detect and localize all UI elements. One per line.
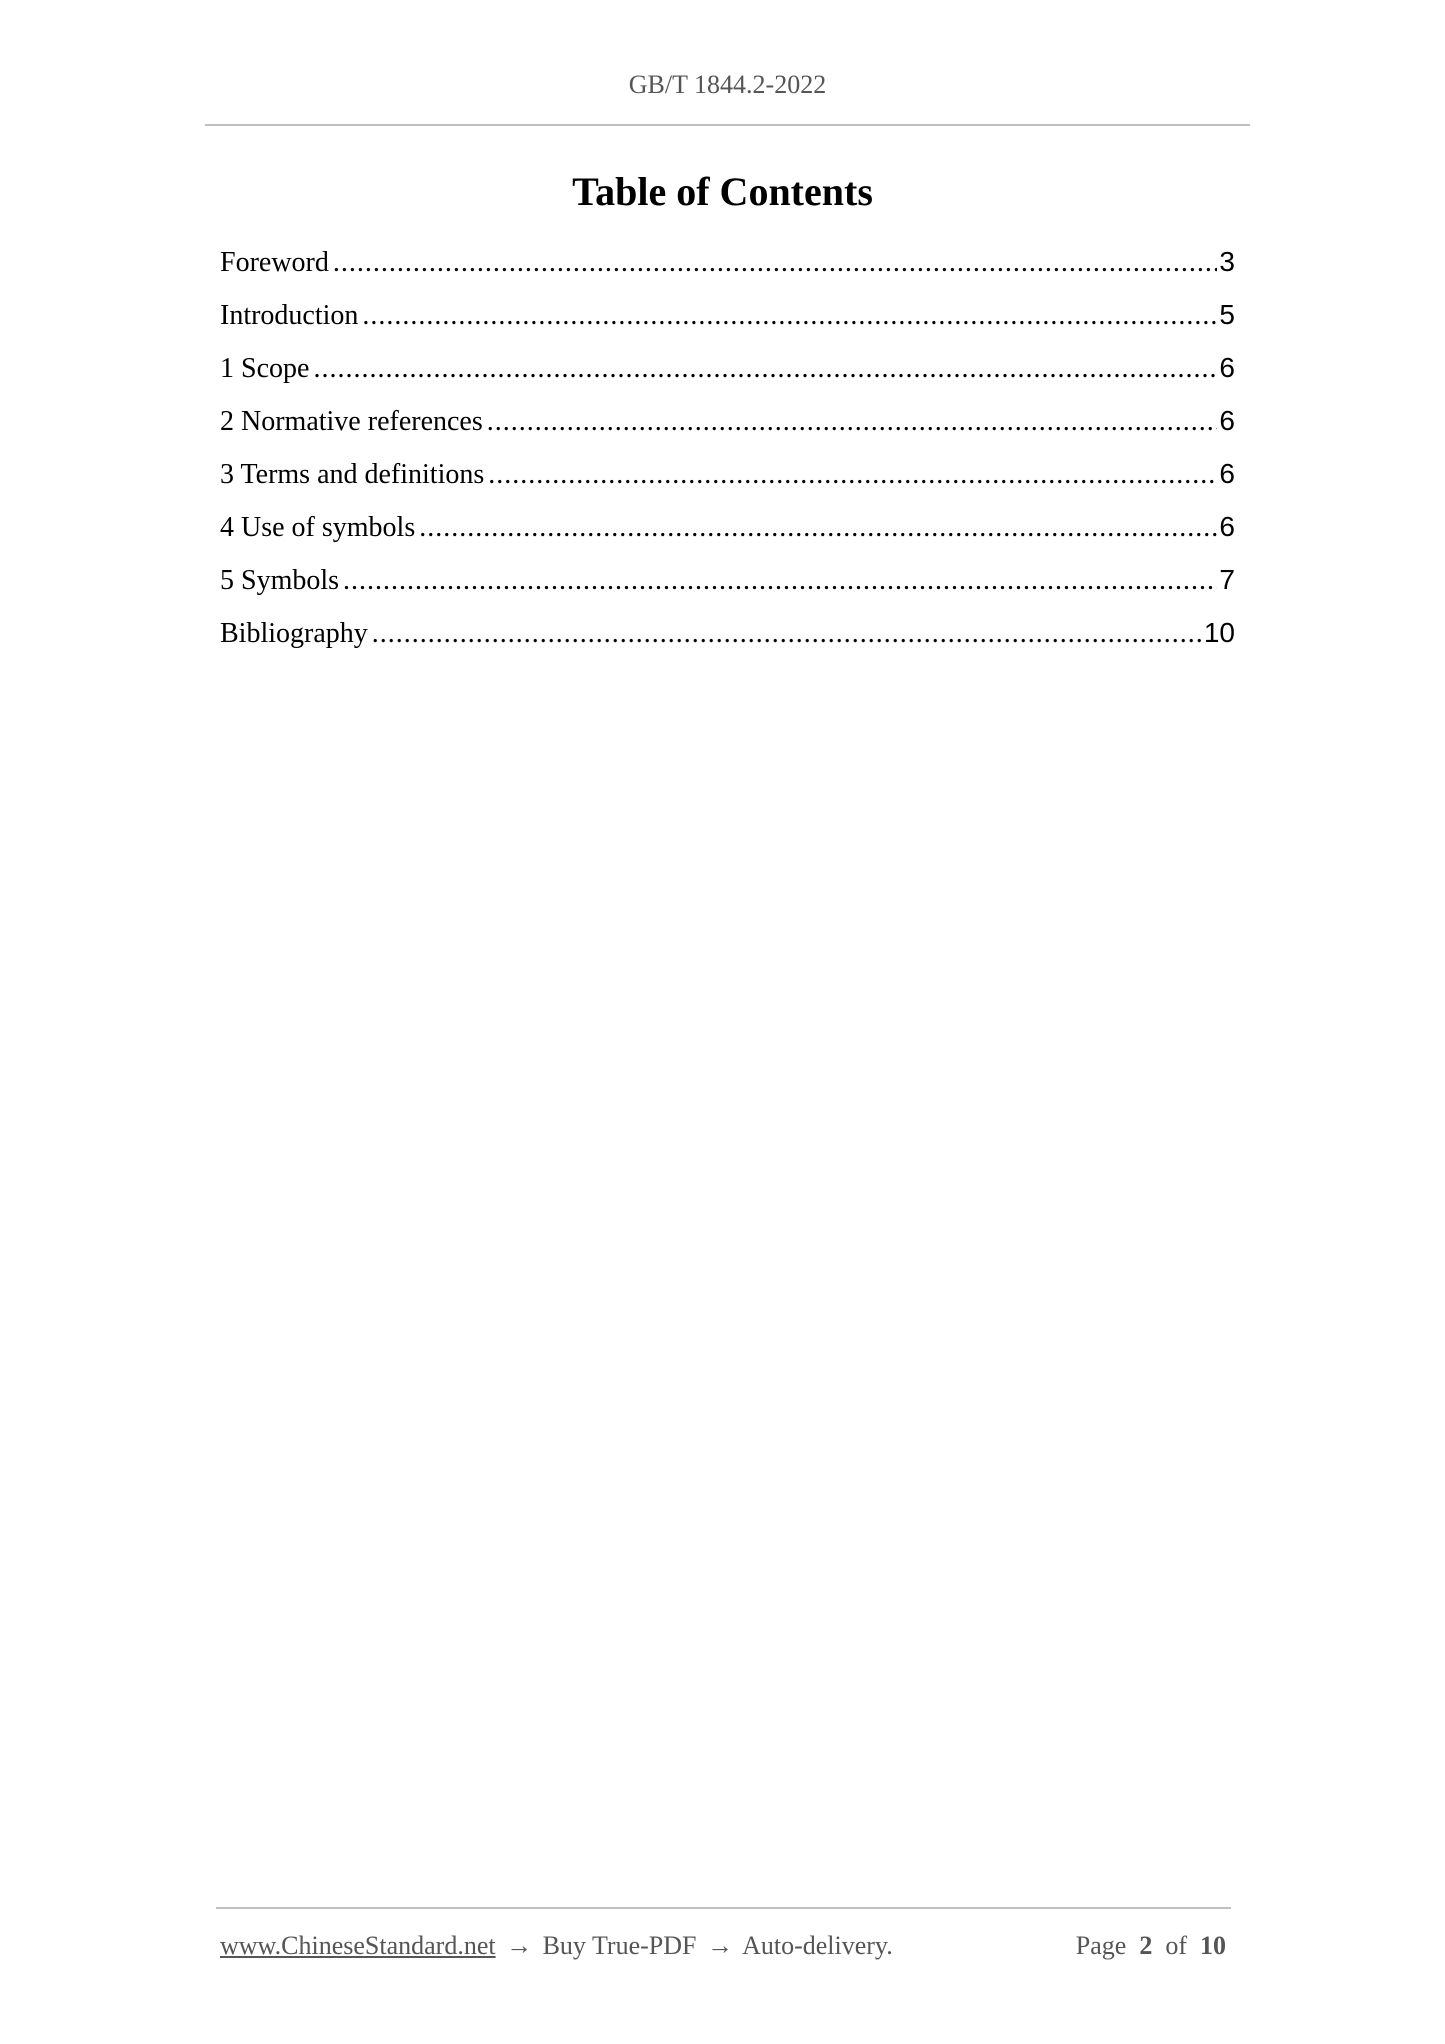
toc-item-bibliography[interactable] — [220, 617, 1235, 670]
toc-leader-dots — [333, 247, 1218, 279]
document-id: GB/T 1844.2-2022 — [628, 70, 827, 99]
footer-promo — [220, 1931, 893, 1961]
buy-text: Buy True-PDF — [542, 1931, 697, 1960]
toc-item-introduction[interactable] — [220, 299, 1235, 352]
toc-item-label: Foreword — [220, 247, 329, 278]
toc-item-page: 10 — [1203, 617, 1235, 648]
toc-item-label: Bibliography — [220, 618, 368, 649]
arrow-right-icon: → — [506, 1931, 533, 1960]
toc-title: Table of Contents — [572, 169, 873, 214]
toc-item-normative-references[interactable] — [220, 405, 1235, 458]
toc-item-page: 6 — [1219, 405, 1235, 436]
page-footer — [216, 1907, 1231, 1969]
toc-item-page: 5 — [1219, 299, 1235, 330]
toc-leader-dots — [487, 406, 1218, 438]
toc-leader-dots — [362, 300, 1217, 332]
toc-item-use-of-symbols[interactable] — [220, 511, 1235, 564]
website-link[interactable]: www.ChineseStandard.net — [220, 1931, 496, 1960]
toc-item-page: 6 — [1219, 511, 1235, 542]
toc-leader-dots — [419, 512, 1217, 544]
toc-leader-dots — [372, 618, 1202, 650]
toc-item-page: 6 — [1219, 352, 1235, 383]
toc-leader-dots — [313, 353, 1217, 385]
page-number — [1076, 1931, 1226, 1961]
current-page: 2 — [1139, 1931, 1153, 1960]
toc-list — [220, 246, 1235, 670]
of-word: of — [1165, 1931, 1187, 1960]
toc-item-label: 1 Scope — [220, 353, 310, 384]
toc-item-label: 4 Use of symbols — [220, 512, 416, 543]
toc-item-label: 5 Symbols — [220, 565, 340, 596]
toc-item-label: Introduction — [220, 300, 359, 331]
toc-item-symbols[interactable] — [220, 564, 1235, 617]
toc-item-foreword[interactable] — [220, 246, 1235, 299]
toc-leader-dots — [488, 459, 1217, 491]
page-header — [205, 0, 1250, 126]
toc-item-page: 3 — [1219, 246, 1235, 277]
toc-item-page: 7 — [1219, 564, 1235, 595]
toc-item-page: 6 — [1219, 458, 1235, 489]
toc-item-terms-and-definitions[interactable] — [220, 458, 1235, 511]
toc-item-label: 2 Normative references — [220, 406, 483, 437]
toc-item-scope[interactable] — [220, 352, 1235, 405]
toc-item-label: 3 Terms and definitions — [220, 459, 485, 490]
delivery-text: Auto-delivery. — [742, 1931, 893, 1960]
page-word: Page — [1075, 1931, 1127, 1960]
arrow-right-icon: → — [707, 1931, 733, 1960]
total-pages: 10 — [1200, 1931, 1226, 1960]
toc-leader-dots — [343, 565, 1217, 597]
